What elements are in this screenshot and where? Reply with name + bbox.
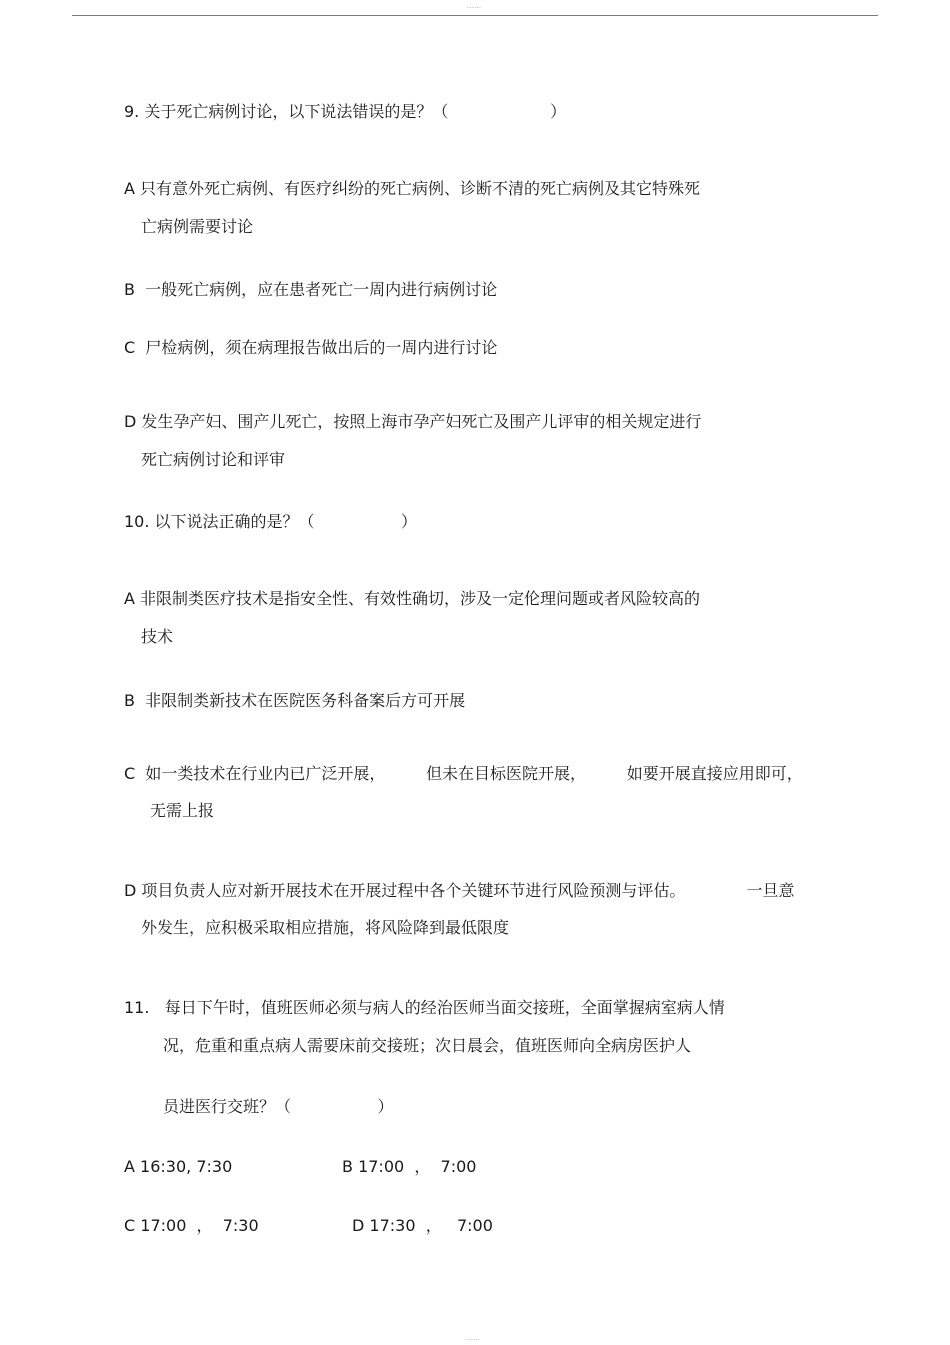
option-b: B 非限制类新技术在医院医务科备案后方可开展 <box>124 691 466 710</box>
option-a-line-2: 亡病例需要讨论 <box>141 217 254 236</box>
option-c-line-2: 无需上报 <box>150 801 215 820</box>
header-rule <box>72 15 878 16</box>
option-a-line-2: 技术 <box>141 627 174 646</box>
option-a-line-1: A 非限制类医疗技术是指安全性、有效性确切，涉及一定伦理问题或者风险较高的 <box>124 589 701 608</box>
option-d-line-1: D 项目负责人应对新开展技术在开展过程中各个关键环节进行风险预测与评估。 一旦意 <box>124 881 795 900</box>
option-d-line-1: D 发生孕产妇、围产儿死亡，按照上海市孕产妇死亡及围产儿评审的相关规定进行 <box>124 412 702 431</box>
option-c: C 17:00 ， 7:30 <box>124 1216 259 1235</box>
question-stem: 9. 关于死亡病例讨论，以下说法错误的是？（ ） <box>124 102 567 121</box>
option-c-line-1: C 如一类技术在行业内已广泛开展， 但未在目标医院开展， 如要开展直接应用即可， <box>124 764 803 783</box>
option-b: B 17:00 ， 7:00 <box>342 1157 477 1176</box>
option-d: D 17:30 ， 7:00 <box>352 1216 493 1235</box>
option-c: C 尸检病例，须在病理报告做出后的一周内进行讨论 <box>124 338 498 357</box>
option-a-line-1: A 只有意外死亡病例、有医疗纠纷的死亡病例、诊断不清的死亡病例及其它特殊死 <box>124 179 701 198</box>
header-marker: ...... <box>467 3 482 10</box>
question-stem-line-2: 况，危重和重点病人需要床前交接班；次日晨会，值班医师向全病房医护人 <box>163 1036 692 1055</box>
option-a: A 16:30, 7:30 <box>124 1157 233 1176</box>
question-stem: 10. 以下说法正确的是？（ ） <box>124 512 417 531</box>
footer-marker: ...... <box>466 1335 481 1342</box>
option-b: B 一般死亡病例，应在患者死亡一周内进行病例讨论 <box>124 280 498 299</box>
option-d-line-2: 死亡病例讨论和评审 <box>141 450 286 469</box>
question-stem-line-3: 员进医行交班？（ ） <box>163 1097 394 1116</box>
option-d-line-2: 外发生，应积极采取相应措施，将风险降到最低限度 <box>141 918 510 937</box>
question-stem-line-1: 11. 每日下午时，值班医师必须与病人的经治医师当面交接班，全面掌握病室病人情 <box>124 998 725 1017</box>
